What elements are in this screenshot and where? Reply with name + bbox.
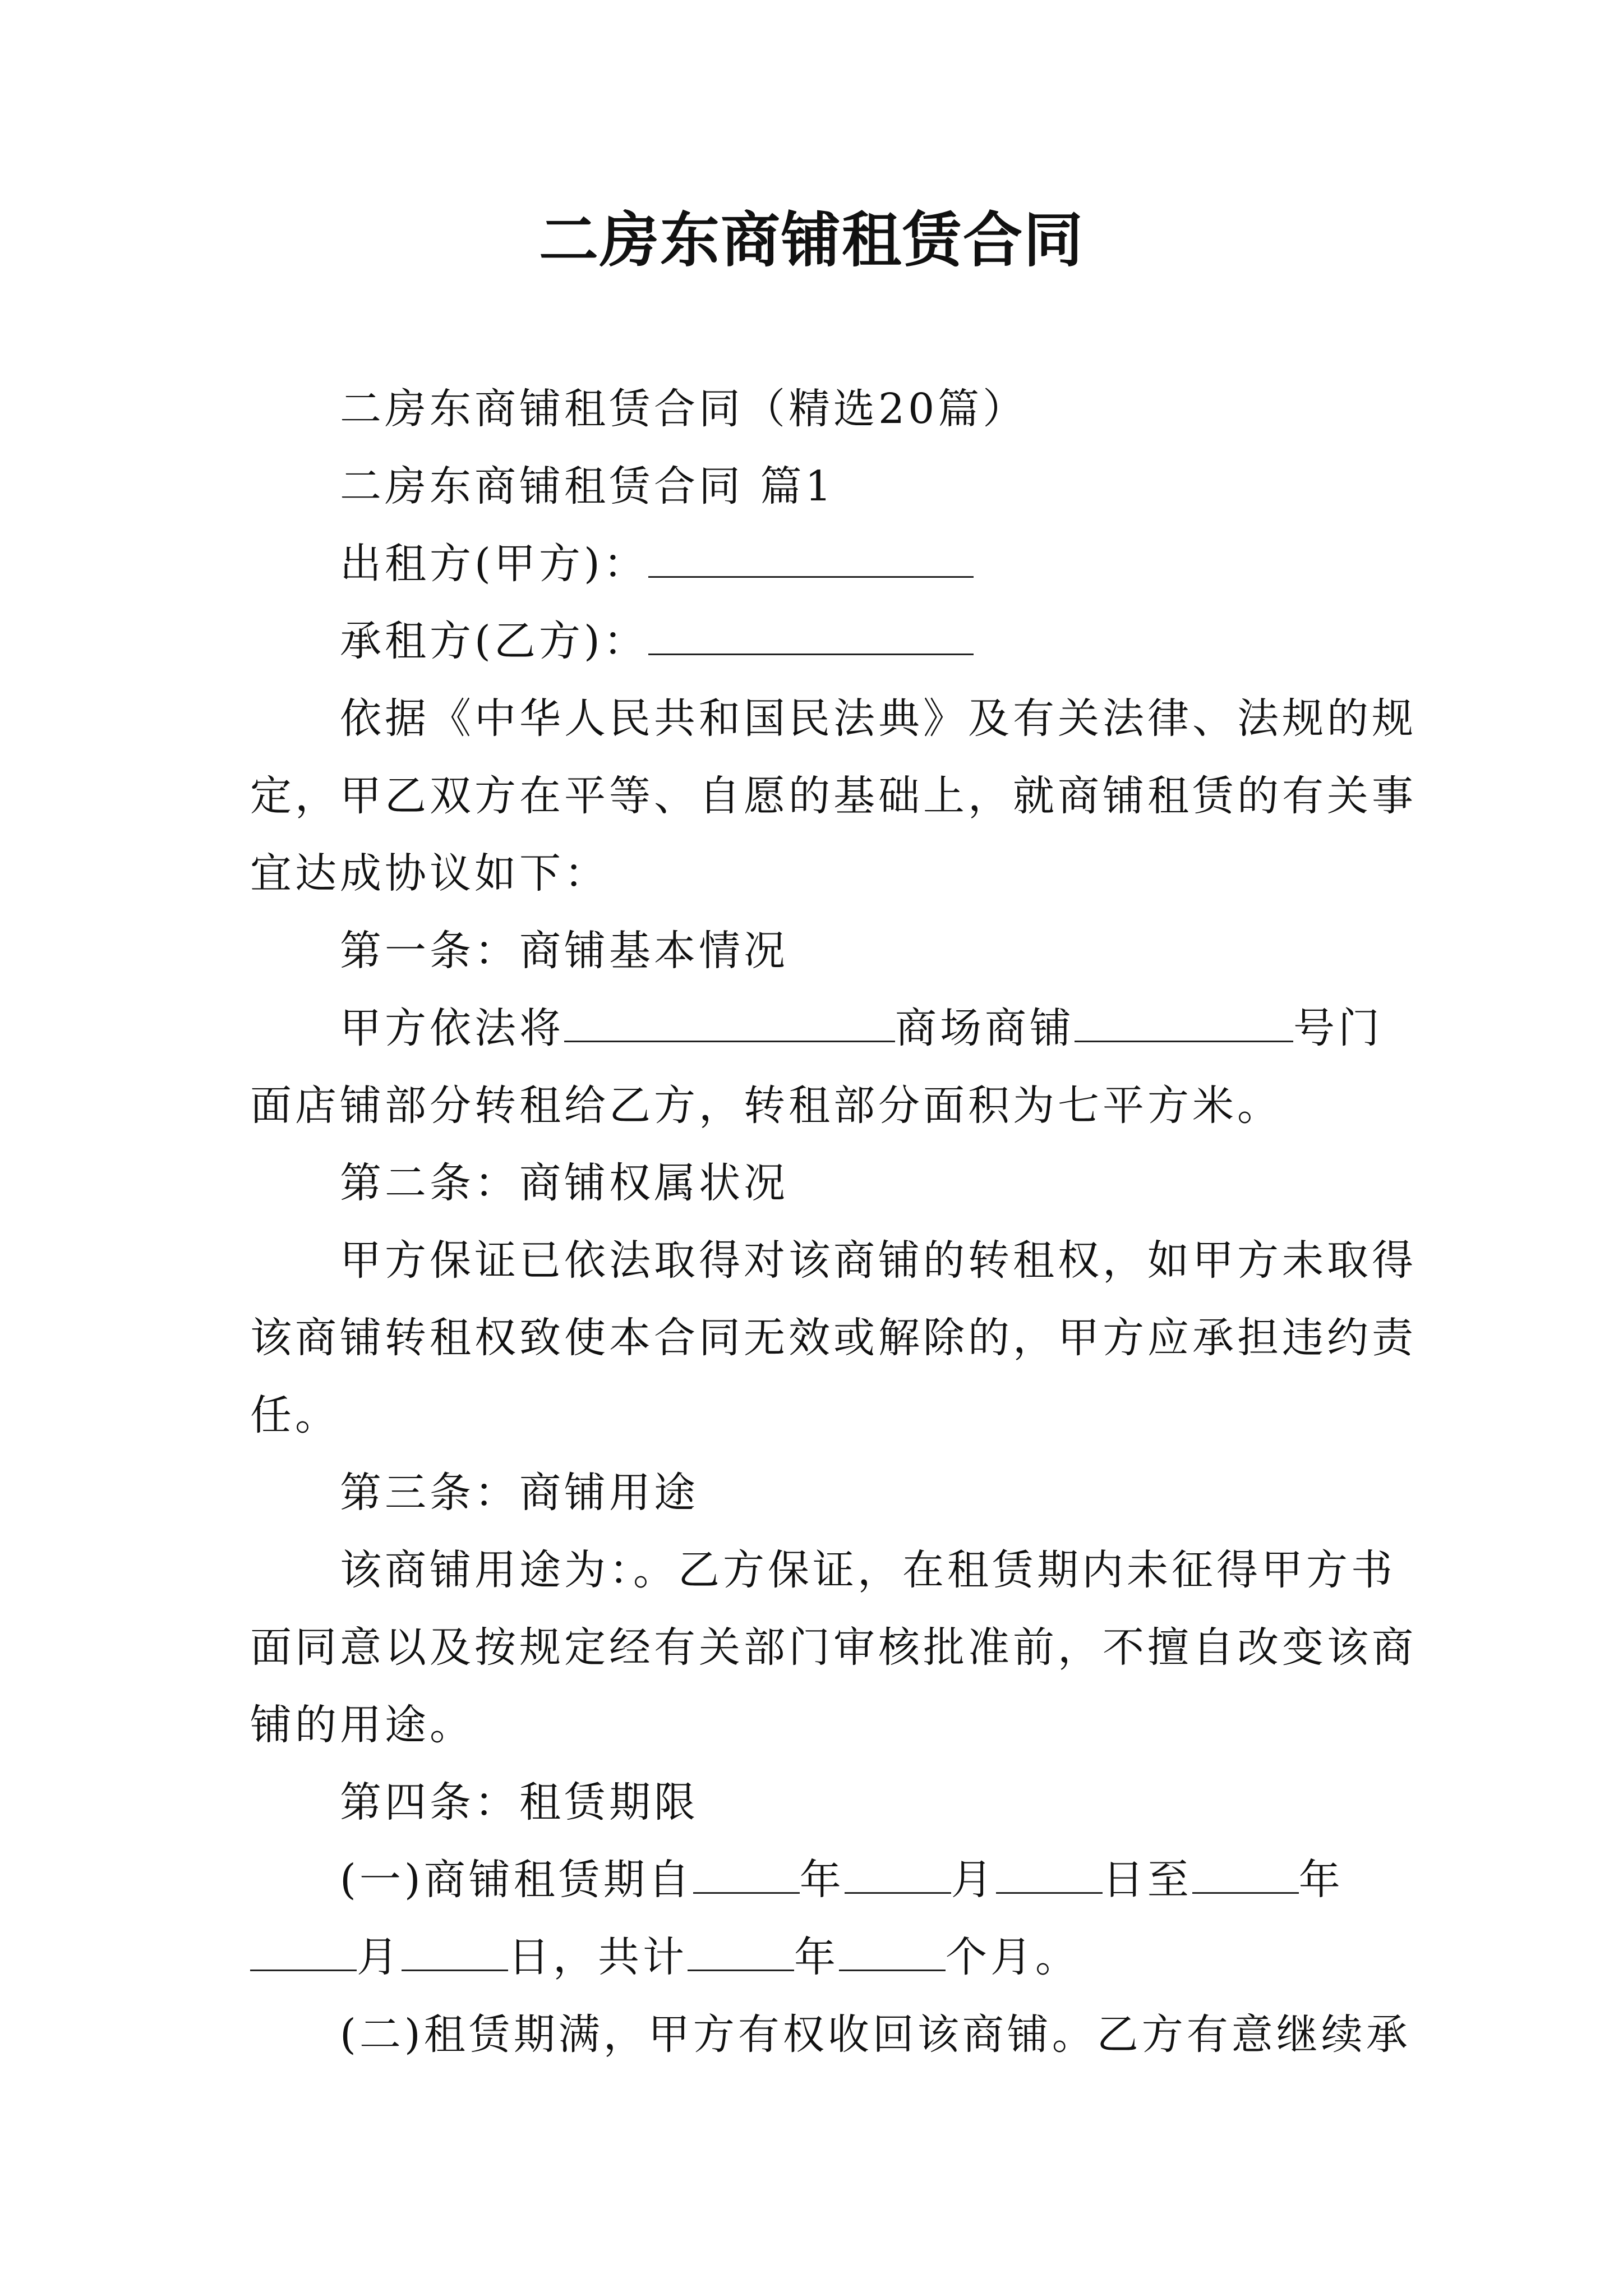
year-label-2: 年	[1298, 1856, 1344, 1904]
article-4-line-1	[250, 1841, 1383, 1918]
article-2-line-1: 甲方保证已依法取得对该商铺的转租权，如甲方未取得	[340, 1236, 1417, 1285]
article-3-line-1: 该商铺用途为：。乙方保证，在租赁期内未征得甲方书	[340, 1546, 1396, 1594]
start-day-blank	[996, 1848, 1103, 1894]
document-body	[250, 370, 1417, 2073]
article-4-title: 第四条：租赁期限	[340, 1778, 699, 1826]
article-3-line-3: 铺的用途。	[250, 1701, 474, 1749]
article-2-line-2: 该商铺转租权致使本合同无效或解除的，甲方应承担违约责	[250, 1314, 1417, 1362]
end-year-blank	[1192, 1848, 1299, 1894]
article-2-title: 第二条：商铺权属状况	[340, 1159, 789, 1207]
lessee-line	[250, 602, 1383, 680]
lessor-blank	[648, 532, 974, 578]
intro-line-2: 定，甲乙双方在平等、自愿的基础上，就商铺租赁的有关事	[250, 772, 1417, 820]
article-3-title: 第三条：商铺用途	[340, 1469, 699, 1517]
end-day-blank	[402, 1926, 508, 1971]
document-title: 二房东商铺租赁合同	[539, 205, 1084, 275]
article-1-line-2: 面店铺部分转租给乙方，转租部分面积为七平方米。	[250, 1082, 1282, 1130]
article-1-title: 第一条：商铺基本情况	[340, 927, 789, 975]
article-3-line-2: 面同意以及按规定经有关部门审核批准前，不擅自改变该商	[250, 1623, 1417, 1672]
start-year-blank	[693, 1848, 800, 1894]
lease-start-label: (一)商铺租赁期自	[340, 1856, 693, 1904]
total-year-blank	[688, 1926, 794, 1971]
lessor-label: 出租方(甲方)：	[340, 540, 648, 588]
intro-line-3: 宜达成协议如下：	[250, 849, 609, 898]
day-to-label: 日至	[1102, 1856, 1192, 1904]
article-4-line-3: (二)租赁期满，甲方有权收回该商铺。乙方有意继续承	[340, 2010, 1411, 2059]
year-label-3: 年	[794, 1933, 839, 1981]
art1-text-b: 商场商铺	[895, 1004, 1075, 1052]
section-heading: 二房东商铺租赁合同 篇1	[340, 462, 835, 510]
subtitle: 二房东商铺租赁合同（精选20篇）	[340, 385, 1028, 433]
months-label: 个月。	[946, 1933, 1080, 1981]
end-month-blank	[250, 1926, 357, 1971]
art1-text-a: 甲方依法将	[340, 1004, 564, 1052]
article-2-line-3: 任。	[250, 1391, 340, 1439]
article-4-line-2	[250, 1918, 1383, 1996]
day-total-label: 日，共计	[508, 1933, 688, 1981]
lessor-line	[250, 525, 1383, 602]
start-month-blank	[845, 1848, 951, 1894]
shop-number-blank	[1075, 997, 1293, 1042]
mall-blank	[564, 997, 895, 1042]
year-label: 年	[799, 1856, 845, 1904]
lessee-label: 承租方(乙方)：	[340, 617, 648, 665]
article-1-line-1	[250, 990, 1383, 1067]
month-label: 月	[951, 1856, 996, 1904]
lessee-blank	[648, 610, 974, 655]
intro-line-1: 依据《中华人民共和国民法典》及有关法律、法规的规	[340, 694, 1417, 743]
total-month-blank	[839, 1926, 946, 1971]
month-label-2: 月	[357, 1933, 402, 1981]
art1-text-c: 号门	[1293, 1004, 1383, 1052]
